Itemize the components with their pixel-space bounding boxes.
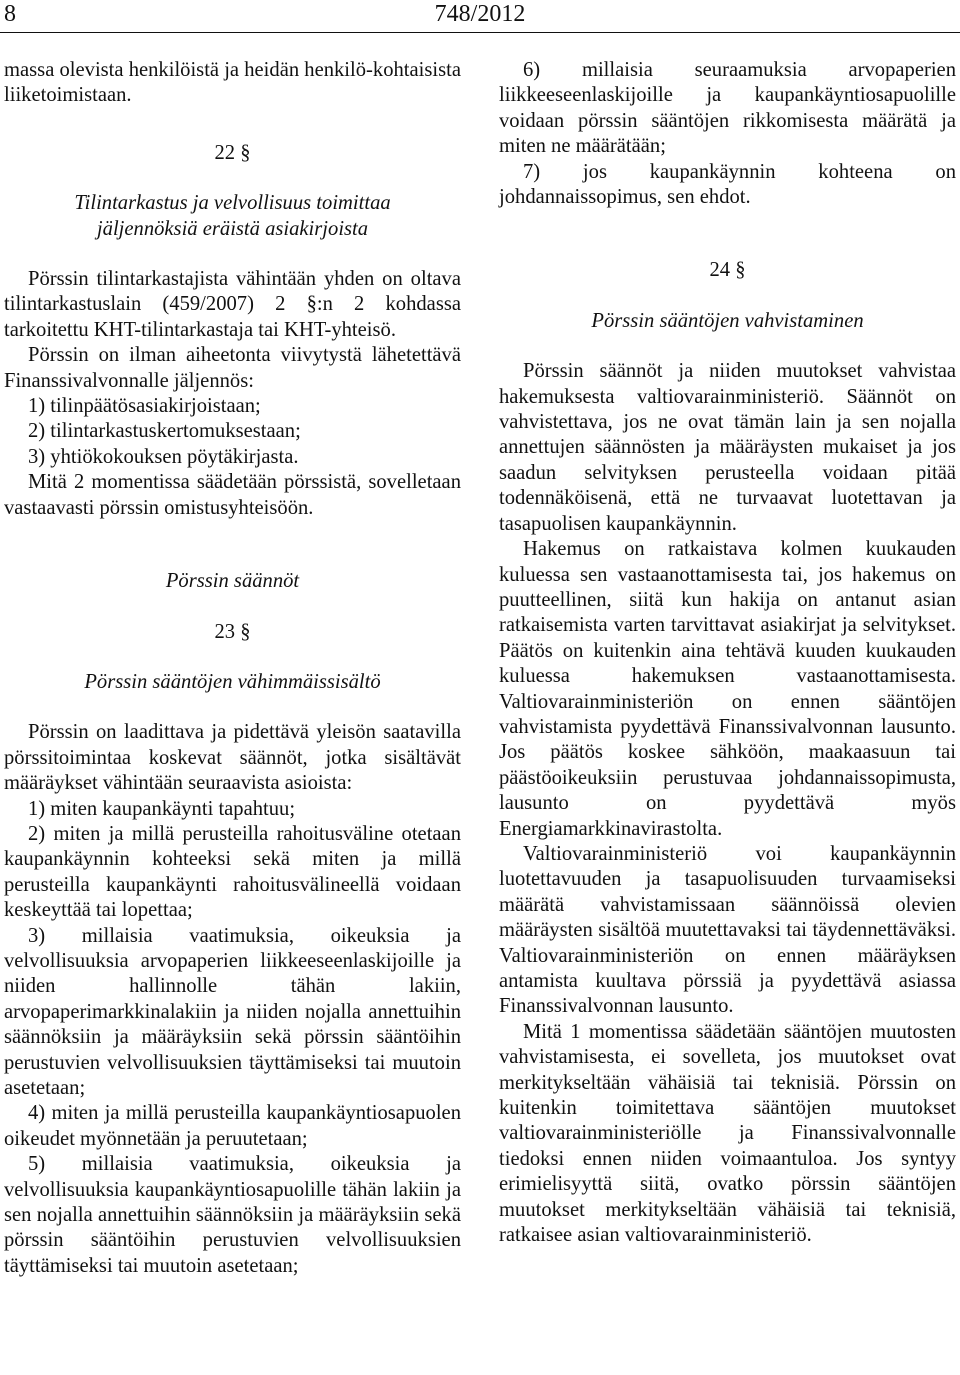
chapter-heading: Pörssin säännöt — [165, 570, 300, 593]
section-number-24: 24 § — [709, 259, 746, 282]
list-item: 4) miten ja millä perusteilla kaupankäyntiosapuolen oikeudet myönnetään ja peruutetaan; — [4, 1102, 461, 1150]
paragraph: Valtiovarainministeriö voi kaupankäynnin luotettavuuden ja tasapuolisuuden turvaamiseksi määrätä vahvistamissaan säännöissä olevien määräysten sisältöä muutettavaksi tai täydennettäväksi. Valtiovarainministeriön on ennen määräyksen antamista kuultava pörssiä ja pyydettävä asiassa Finanssivalvonnan lausunto. — [499, 842, 956, 1018]
section-number-22: 22 § — [214, 141, 251, 164]
header-rule — [0, 32, 960, 33]
section-title-23: Pörssin sääntöjen vähimmäissisältö — [84, 670, 381, 693]
paragraph: Hakemus on ratkaistava kolmen kuukauden kuluessa sen vastaanottamisesta tai, jos hakemus on puutteellinen, siitä kun hakija on antanut asian ratkaisemista varten tarvittavat asiakirjat ja selvitykset. Päätös on kuitenkin aina tehtävä kuuden kuukauden kuluessa hakemuksen vastaanottamisesta. Valtiovarainministeriön on ennen sääntöjen vahvistamista pyydettävä Finanssivalvonnan lausunto. Jos päätös koskee sähköön, maakaasuun tai päästöoikeuksiin perustuvaa johdannaissopimusta, lausunto on pyydettävä myös Energiamarkkinavirastolta. — [499, 538, 956, 840]
left-column — [4, 58, 461, 1279]
list-item: 1) miten kaupankäynti tapahtuu; — [28, 797, 296, 820]
paragraph: Pörssin tilintarkastajista vähintään yhden on oltava tilintarkastuslain (459/2007) 2 §:n 2 kohdassa tarkoitettu KHT-tilintarkastaja tai KHT-yhteisö. — [4, 268, 461, 341]
paragraph: Mitä 2 momentissa säädetään pörssistä, sovelletaan vastaavasti pörssin omistusyhteisöön. — [4, 471, 461, 519]
section-title-22-line1: Tilintarkastus ja velvollisuus toimittaa — [74, 192, 391, 215]
list-item: 5) millaisia vaatimuksia, oikeuksia ja velvollisuuksia kaupankäyntiosapuolille tähän lakiin ja sen nojalla annettuihin säännöksiin ja määräyksiin sekä pörssin sääntöihin perustuvien velvollisuuksien täyttämiseksi tai muutoin asetetaan; — [4, 1153, 461, 1277]
paragraph: massa olevista henkilöistä ja heidän henkilö-kohtaisista liiketoimistaan. — [4, 59, 461, 107]
section-title-22-line2: jäljennöksiä eräistä asiakirjoista — [96, 217, 369, 240]
page-number: 8 — [4, 1, 16, 27]
section-title-24: Pörssin sääntöjen vahvistaminen — [591, 309, 864, 332]
paragraph: Pörssin säännöt ja niiden muutokset vahvistaa hakemuksesta valtiovarainministeriö. Säännöt on vahvistettava, jos ne ovat tämän lain ja sen nojalla annettujen säännösten ja määräysten mukaiset ja jos saadun selvityksen perusteella voidaan pitää todennäköisenä, että ne turvaavat luotettavan ja tasapuolisen kaupankäynnin. — [499, 360, 956, 535]
list-item: 3) millaisia vaatimuksia, oikeuksia ja velvollisuuksia arvopaperien liikkeeseenlaskijoille ja niiden hallinnolle tähän lakiin, arvopaperimarkkinalakiin ja niiden nojalla annettuihin säännöksiin ja määräyksiin sekä pörssin sääntöihin perustuvien velvollisuuksien täyttämiseksi tai muutoin asetetaan; — [4, 924, 461, 1099]
page-header — [0, 0, 960, 34]
list-item: 3) yhtiökokouksen pöytäkirjasta. — [28, 445, 299, 468]
list-item: 7) jos kaupankäynnin kohteena on johdannaissopimus, sen ehdot. — [499, 160, 956, 209]
paragraph: Pörssin on ilman aiheetonta viivytystä lähetettävä Finanssivalvonnalle jäljennös: — [4, 344, 461, 392]
section-number-23: 23 § — [214, 620, 251, 643]
list-item: 2) tilintarkastuskertomuksestaan; — [28, 420, 301, 443]
list-item: 1) tilinpäätösasiakirjoistaan; — [28, 395, 261, 418]
list-item: 2) miten ja millä perusteilla rahoitusväline otetaan kaupankäynnin kohteeksi sekä miten ja millä perusteilla kaupankäynti rahoitusvälineellä voidaan keskeyttää tai lopettaa; — [4, 822, 461, 922]
paragraph: Pörssin on laadittava ja pidettävä yleisön saatavilla pörssitoimintaa koskevat säännöt, jotka sisältävät määräykset vähintään seuraavista asioista: — [4, 721, 461, 795]
publication-number: 748/2012 — [434, 1, 526, 27]
list-item: 6) millaisia seuraamuksia arvopaperien liikkeeseenlaskijoille ja kaupankäyntiosapuolille voidaan pörssin sääntöjen rikkomisesta määrätä ja miten ne määrätään; — [499, 59, 956, 158]
right-column — [499, 58, 956, 1248]
paragraph: Mitä 1 momentissa säädetään sääntöjen muutosten vahvistamisesta, ei sovelleta, jos muutokset ovat merkitykseltään vähäisiä tai teknisiä. Pörssin on kuitenkin toimitettava sääntöjen muutokset valtiovarainministeriölle ja Finanssivalvonnalle tiedoksi ennen niiden voimaantuloa. Jos syntyy erimielisyyttä siitä, ovatko pörssin sääntöjen muutokset merkitykseltään vähäisiä tai teknisiä, ratkaisee asian valtiovarainministeriö. — [499, 1020, 956, 1247]
